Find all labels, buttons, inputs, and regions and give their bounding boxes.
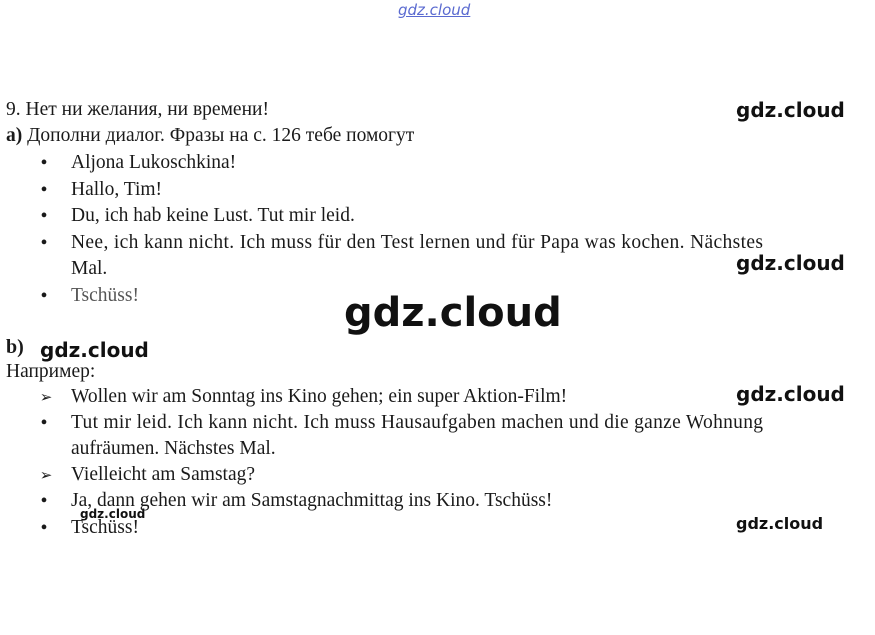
bullet-icon <box>34 489 54 515</box>
bullet-icon <box>34 411 54 437</box>
part-b-label: b) <box>6 336 24 358</box>
dialog-line <box>71 231 862 255</box>
bullet-icon <box>34 516 54 542</box>
dialog-line <box>71 411 862 435</box>
part-a-heading <box>6 124 414 148</box>
dialog-line: Aljona Lukoschkina! <box>71 152 237 173</box>
watermark-large: gdz.cloud <box>344 290 562 336</box>
dialog-line: Wollen wir am Sonntag ins Kino gehen; ein super Aktion-Film! <box>71 386 568 407</box>
dialog-line-text: Nee, ich kann nicht. Ich muss für den Test lernen und für Papa was kochen. Nächstes <box>71 232 764 253</box>
part-b-example-label: Например: <box>6 361 96 382</box>
watermark: gdz.cloud <box>736 251 845 275</box>
watermark: gdz.cloud <box>40 338 149 362</box>
arrow-bullet-icon: ➢ <box>39 388 53 406</box>
dialog-line: Ja, dann gehen wir am Samstagnachmittag ins Kino. Tschüss! <box>71 490 553 511</box>
bullet-icon <box>34 231 54 257</box>
watermark: gdz.cloud <box>736 98 845 122</box>
dialog-line-continuation: aufräumen. Nächstes Mal. <box>71 438 276 459</box>
watermark: gdz.cloud <box>736 514 824 533</box>
part-a-label: а) <box>6 125 23 146</box>
dialog-line-continuation: Mal. <box>71 258 108 279</box>
dialog-line: Vielleicht am Samstag? <box>71 464 256 485</box>
bullet-icon <box>34 284 54 310</box>
dialog-line: Tschüss! <box>71 285 139 306</box>
dialog-line: Tschüss! <box>71 517 139 538</box>
bullet-icon <box>34 151 54 177</box>
watermark-top[interactable]: gdz.cloud <box>398 1 471 19</box>
watermark: gdz.cloud <box>736 382 845 406</box>
bullet-icon <box>34 178 54 204</box>
watermark-small: gdz.cloud <box>80 507 146 521</box>
dialog-line-text: Tut mir leid. Ich kann nicht. Ich muss Hausaufgaben machen und die ganze Wohnung <box>71 412 764 433</box>
dialog-line: Hallo, Tim! <box>71 179 163 200</box>
dialog-line: Du, ich hab keine Lust. Tut mir leid. <box>71 205 355 226</box>
exercise-title: 9. Нет ни желания, ни времени! <box>6 99 269 120</box>
bullet-icon <box>34 204 54 230</box>
arrow-bullet-icon: ➢ <box>39 466 53 484</box>
part-a-instruction: Дополни диалог. Фразы на с. 126 тебе помогут <box>27 125 415 146</box>
